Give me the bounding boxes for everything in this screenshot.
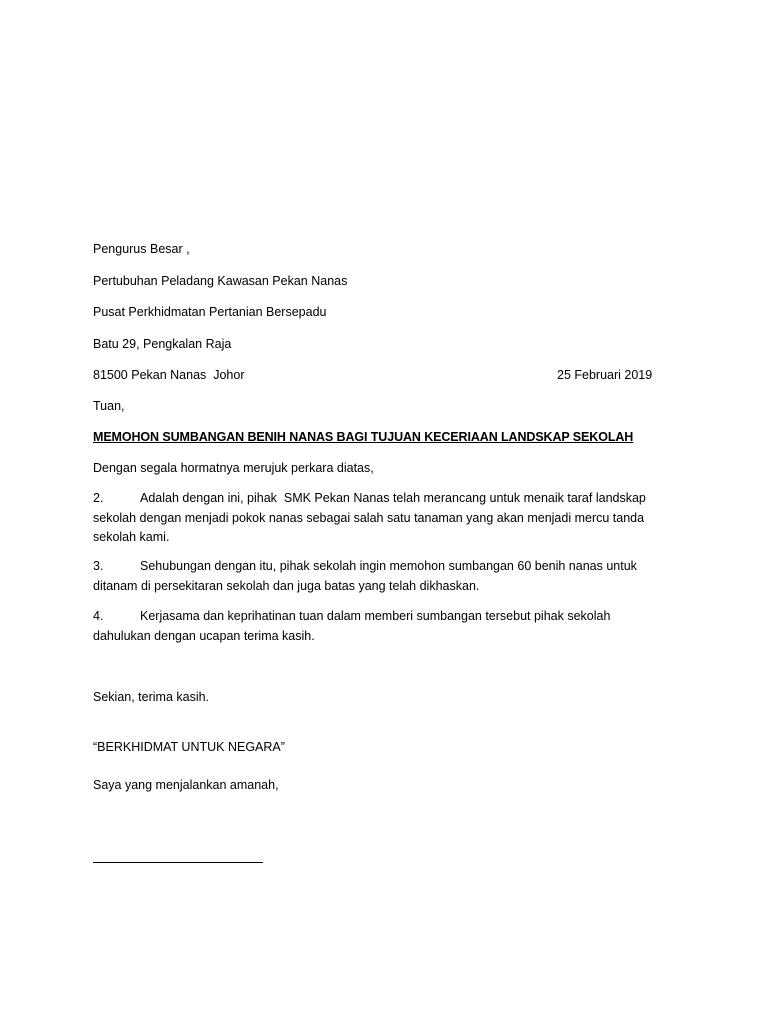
- paragraph-2: [93, 489, 663, 548]
- paragraph-line: sekolah kami.: [93, 530, 170, 544]
- paragraph-line: ditanam di persekitaran sekolah dan juga batas yang telah dikhaskan.: [93, 578, 480, 593]
- paragraph-line: dahulukan dengan ucapan terima kasih.: [93, 628, 315, 643]
- salutation: Tuan,: [93, 399, 125, 413]
- paragraph-3: [93, 557, 663, 596]
- motto: “BERKHIDMAT UNTUK NEGARA”: [93, 740, 285, 754]
- paragraph-line: sekolah dengan menjadi pokok nanas sebagai salah satu tanaman yang akan menjadi mercu tanda: [93, 510, 645, 525]
- paragraph-number: 3.: [93, 559, 104, 573]
- signature-line: [93, 862, 263, 863]
- paragraph-number: 2.: [93, 491, 104, 505]
- letter-subject: MEMOHON SUMBANGAN BENIH NANAS BAGI TUJUAN KECERIAAN LANDSKAP SEKOLAH: [93, 430, 634, 444]
- recipient-address-line-2: 81500 Pekan Nanas Johor: [93, 368, 245, 382]
- recipient-address-line-1: Batu 29, Pengkalan Raja: [93, 337, 232, 351]
- recipient-organization: Pertubuhan Peladang Kawasan Pekan Nanas: [93, 274, 348, 288]
- signoff: Saya yang menjalankan amanah,: [93, 778, 279, 792]
- letter-date: 25 Februari 2019: [557, 368, 653, 382]
- closing-remark: Sekian, terima kasih.: [93, 690, 210, 704]
- paragraph-4: [93, 607, 663, 646]
- recipient-title: Pengurus Besar ,: [93, 242, 190, 256]
- paragraph-line: Sehubungan dengan itu, pihak sekolah ingin memohon sumbangan 60 benih nanas untuk: [140, 559, 637, 573]
- paragraph-number: 4.: [93, 609, 104, 623]
- recipient-center: Pusat Perkhidmatan Pertanian Bersepadu: [93, 305, 327, 319]
- paragraph-line: Kerjasama dan keprihatinan tuan dalam memberi sumbangan tersebut pihak sekolah: [140, 609, 611, 623]
- opening-sentence: Dengan segala hormatnya merujuk perkara diatas,: [93, 461, 374, 475]
- paragraph-line: Adalah dengan ini, pihak SMK Pekan Nanas telah merancang untuk menaik taraf landskap: [140, 491, 646, 505]
